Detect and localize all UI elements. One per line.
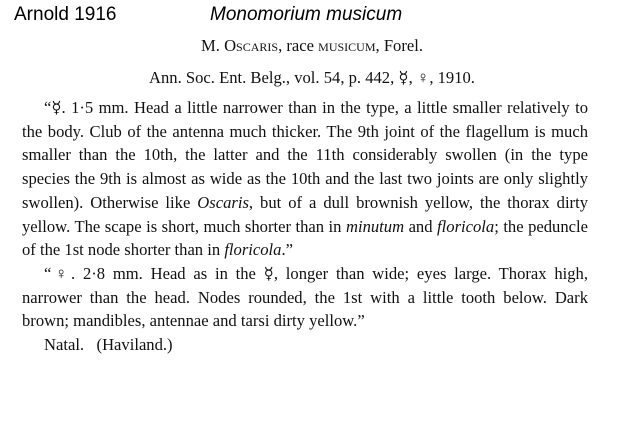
locality-place: Natal. [44,335,85,355]
worker-end: .” [281,240,293,260]
heading-race: musicum [318,36,376,55]
species-title: Monomorium musicum [210,4,403,25]
locality-collector: (Haviland.) [96,335,173,355]
citation-line: Ann. Soc. Ent. Belg., vol. 54, p. 442, ☿, ♀, 1910. [149,68,475,87]
worker-oscaris: Oscaris [197,192,249,212]
heading-race-label: , race [278,36,319,55]
author-year-label: Arnold 1916 [14,4,117,25]
worker-floricola-1: floricola [437,216,495,236]
heading-prefix: M. [201,36,225,55]
description-body [22,96,588,357]
worker-and: and [404,216,438,236]
locality-line [22,333,588,357]
heading-genus: Oscaris [224,36,279,55]
worker-text-2: , but of a dull brownish yellow, the thorax dirty yellow. The scape is short, much shorter than in [22,192,588,236]
worker-minutum: minutum [345,216,405,236]
species-heading [0,36,624,56]
worker-text-1: “☿. 1·5 mm. Head a little narrower than in the type, a little smaller relatively to the body. Club of the antenna much thicker. The 9th joint of the flagellum is much smaller than the 10th, the latter and the 11th considerably swollen (in the type species the 9th is almost as wide as the 10th and the last two joints are only slightly swollen). Otherwise like [22,98,588,212]
worker-text-3: ; the peduncle of the 1st node shorter than in [22,216,588,260]
heading-author: , Forel. [375,36,423,55]
worker-description [22,96,588,262]
female-description: “♀. 2·8 mm. Head as in the ☿, longer than wide; eyes large. Thorax high, narrower than the head. Nodes rounded, the 1st with a little tooth below. Dark brown; mandibles, antennae and tarsi dirty yellow.” [22,263,588,331]
worker-floricola-2: floricola [224,240,282,260]
